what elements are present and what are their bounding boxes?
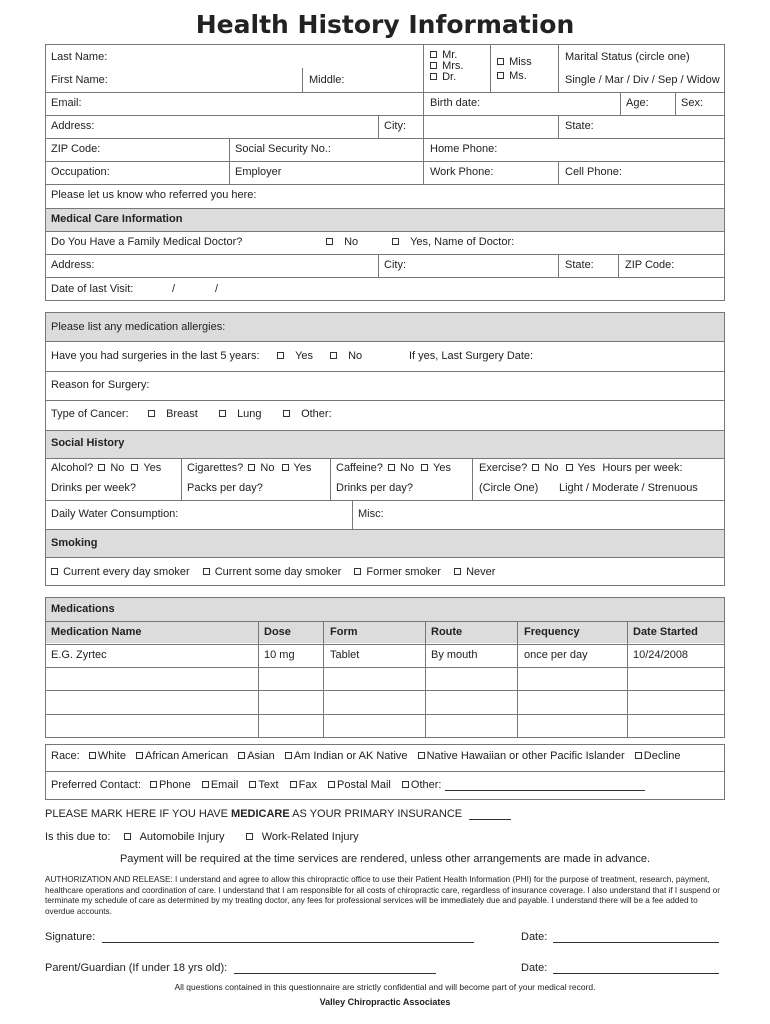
surgeries-question: Have you had surgeries in the last 5 years: (51, 350, 260, 362)
last-name-field[interactable]: Last Name: (51, 51, 108, 63)
age-field[interactable]: Age: (626, 97, 649, 109)
date-line[interactable] (553, 963, 719, 974)
authorization-release: AUTHORIZATION AND RELEASE: I understand and agree to allow this chiropractic office to use their Patient Health Information (PHI) for the purpose of treatment, research, payment, healthcare operations and coordination of care. I understand that I am responsible for all costs of chiropractic care, regardless of insurance coverage. I also understand that if I suspend or terminate my schedule of care as determined by my treating doctor, any fees for professional services will be immediately due and payable. I understand there will be a fee added to overdue accounts. (45, 875, 720, 916)
checkbox-icon (326, 238, 333, 245)
checkbox-icon (238, 752, 245, 759)
checkbox-icon (430, 62, 437, 69)
caffeine-no-option[interactable]: No (388, 462, 414, 474)
family-doctor-yes-option[interactable]: Yes, Name of Doctor: (392, 236, 514, 248)
checkbox-icon (51, 568, 58, 575)
work-injury-option[interactable]: Work-Related Injury (246, 831, 359, 843)
doctor-zip-field[interactable]: ZIP Code: (625, 259, 675, 271)
table-cell: 10/24/2008 (633, 649, 689, 661)
home-phone-field[interactable]: Home Phone: (430, 143, 498, 155)
alcohol-yes-option[interactable]: Yes (131, 462, 161, 474)
race-option[interactable]: African American (136, 750, 228, 762)
checkbox-icon (388, 464, 395, 471)
contact-option[interactable]: Phone (150, 779, 191, 791)
checkbox-icon (532, 464, 539, 471)
column-header: Form (330, 626, 358, 638)
title-miss-option[interactable]: Miss (497, 55, 532, 69)
signature-line[interactable] (102, 932, 474, 943)
cancer-lung-option[interactable]: Lung (219, 408, 262, 420)
table-cell: By mouth (431, 649, 478, 661)
checkbox-icon (150, 781, 157, 788)
medicare-line: PLEASE MARK HERE IF YOU HAVE MEDICARE AS YOUR PRIMARY INSURANCE (45, 808, 511, 820)
smoking-option[interactable]: Current some day smoker (203, 566, 342, 578)
work-phone-field[interactable]: Work Phone: (430, 166, 494, 178)
checkbox-icon (282, 464, 289, 471)
checkbox-icon (285, 752, 292, 759)
surgeries-yes-option[interactable]: Yes (277, 350, 313, 362)
alcohol-question: Alcohol? No Yes (51, 462, 162, 474)
checkbox-icon (418, 752, 425, 759)
exercise-intensity-options[interactable]: Light / Moderate / Strenuous (559, 482, 698, 494)
race-options: Race: White African American Asian Am Indian or AK Native Native Hawaiian or other Pacific Islander Decline (51, 750, 681, 762)
checkbox-icon (566, 464, 573, 471)
checkbox-icon (290, 781, 297, 788)
guardian-date-field[interactable]: Date: (521, 962, 719, 974)
signature-field[interactable]: Signature: (45, 931, 474, 943)
exercise-no-option[interactable]: No (532, 462, 558, 474)
column-header: Route (431, 626, 463, 638)
table-cell: once per day (524, 649, 588, 661)
doctor-state-field[interactable]: State: (565, 259, 594, 271)
marital-status-label: Marital Status (circle one) (565, 51, 690, 63)
caffeine-question: Caffeine? No Yes (336, 462, 451, 474)
checkbox-icon (202, 781, 209, 788)
cigarettes-yes-option[interactable]: Yes (282, 462, 312, 474)
contact-options: Preferred Contact: Phone Email Text Fax Postal Mail Other: (51, 779, 645, 791)
birth-date-field[interactable]: Birth date: (430, 97, 481, 109)
checkbox-icon (89, 752, 96, 759)
checkbox-icon (277, 352, 284, 359)
table-cell: Tablet (330, 649, 360, 661)
zip-field[interactable]: ZIP Code: (51, 143, 101, 155)
form-title: Health History Information (195, 10, 575, 39)
surgery-reason-field[interactable]: Reason for Surgery: (51, 379, 150, 391)
payment-notice: Payment will be required at the time services are rendered, unless other arrangements are made in advance. (119, 853, 651, 865)
caffeine-yes-option[interactable]: Yes (421, 462, 451, 474)
contact-option[interactable]: Fax (290, 779, 317, 791)
checkbox-icon (402, 781, 409, 788)
smoking-option[interactable]: Never (454, 566, 495, 578)
checkbox-icon (330, 352, 337, 359)
smoking-header-bg (46, 529, 724, 557)
cancer-other-option[interactable]: Other: (283, 408, 332, 420)
practice-name: Valley Chiropractic Associates (319, 997, 451, 1007)
contact-option[interactable]: Postal Mail (328, 779, 391, 791)
medicare-mark-line[interactable] (469, 809, 511, 820)
social-history-header-bg (46, 430, 724, 458)
employer-field[interactable]: Employer (235, 166, 282, 178)
contact-option[interactable]: Text (249, 779, 278, 791)
ssn-field[interactable]: Social Security No.: (235, 143, 331, 155)
checkbox-icon (249, 781, 256, 788)
surgeries-no-option[interactable]: No (330, 350, 362, 362)
drinks-per-week-field[interactable]: Drinks per week? (51, 482, 136, 494)
first-name-field[interactable]: First Name: (51, 74, 108, 86)
checkbox-icon (98, 464, 105, 471)
smoking-option[interactable]: Current every day smoker (51, 566, 190, 578)
checkbox-icon (124, 833, 131, 840)
last-visit-field[interactable]: Date of last Visit: (51, 283, 134, 295)
family-doctor-no-option[interactable]: No (326, 236, 358, 248)
checkbox-icon (497, 58, 504, 65)
contact-option[interactable]: Other: (402, 779, 442, 791)
exercise-yes-option[interactable]: Yes (566, 462, 596, 474)
misc-field[interactable]: Misc: (358, 508, 384, 520)
smoking-header: Smoking (51, 537, 98, 549)
race-option[interactable]: Native Hawaiian or other Pacific Islander (418, 750, 625, 762)
allergies-field[interactable]: Please list any medication allergies: (51, 321, 226, 333)
medications-header: Medications (51, 603, 115, 615)
column-header: Date Started (633, 626, 698, 638)
checkbox-icon (635, 752, 642, 759)
checkbox-icon (248, 464, 255, 471)
last-surgery-date-field[interactable]: If yes, Last Surgery Date: (409, 350, 534, 362)
middle-name-field[interactable]: Middle: (309, 74, 345, 86)
drinks-per-day-field[interactable]: Drinks per day? (336, 482, 414, 494)
checkbox-icon (246, 833, 253, 840)
checkbox-icon (354, 568, 361, 575)
checkbox-icon (136, 752, 143, 759)
title-dr-option[interactable]: Dr. (430, 72, 463, 83)
date-line[interactable] (553, 932, 719, 943)
social-history-header: Social History (51, 437, 125, 449)
alcohol-no-option[interactable]: No (98, 462, 124, 474)
checkbox-icon (148, 410, 155, 417)
table-cell: E.G. Zyrtec (51, 649, 107, 661)
checkbox-icon (454, 568, 461, 575)
cancer-type-label: Type of Cancer: (51, 408, 129, 420)
checkbox-icon (131, 464, 138, 471)
smoking-options (51, 566, 505, 578)
occupation-field[interactable]: Occupation: (51, 166, 110, 178)
table-cell: 10 mg (264, 649, 295, 661)
column-header: Medication Name (51, 626, 142, 638)
packs-per-day-field[interactable]: Packs per day? (187, 482, 263, 494)
column-header: Frequency (524, 626, 580, 638)
water-consumption-field[interactable]: Daily Water Consumption: (51, 508, 179, 520)
title-ms-option[interactable]: Ms. (497, 69, 532, 83)
checkbox-icon (283, 410, 290, 417)
circle-one-label: (Circle One) (479, 482, 539, 494)
title-mrs-option[interactable]: Mrs. (430, 61, 463, 72)
checkbox-icon (497, 72, 504, 79)
cigarettes-no-option[interactable]: No (248, 462, 274, 474)
title-mr-option[interactable]: Mr. (430, 50, 463, 61)
cigarettes-question: Cigarettes? No Yes (187, 462, 312, 474)
checkbox-icon (430, 73, 437, 80)
family-doctor-question: Do You Have a Family Medical Doctor? (51, 236, 243, 248)
confidentiality-notice: All questions contained in this questionnaire are strictly confidential and will become part of your medical record. (174, 982, 596, 992)
guardian-signature-line[interactable] (234, 963, 436, 974)
signature-date-field[interactable]: Date: (521, 931, 719, 943)
date-separator: / (172, 283, 176, 295)
automobile-injury-option[interactable]: Automobile Injury (124, 831, 225, 843)
medical-care-header: Medical Care Information (51, 213, 183, 225)
checkbox-icon (219, 410, 226, 417)
smoking-option[interactable]: Former smoker (354, 566, 441, 578)
injury-cause-line: Is this due to: Automobile Injury Work-Related Injury (45, 831, 359, 843)
referred-by-field[interactable]: Please let us know who referred you here: (51, 189, 257, 201)
checkbox-icon (430, 51, 437, 58)
hours-per-week-field[interactable]: Hours per week: (602, 462, 683, 474)
race-option[interactable]: Decline (635, 750, 681, 762)
checkbox-icon (421, 464, 428, 471)
city-field[interactable]: City: (384, 120, 406, 132)
race-option[interactable]: Am Indian or AK Native (285, 750, 408, 762)
email-field[interactable]: Email: (51, 97, 82, 109)
race-option[interactable]: Asian (238, 750, 275, 762)
race-option[interactable]: White (89, 750, 126, 762)
cancer-breast-option[interactable]: Breast (148, 408, 198, 420)
doctor-city-field[interactable]: City: (384, 259, 406, 271)
cell-phone-field[interactable]: Cell Phone: (565, 166, 622, 178)
checkbox-icon (392, 238, 399, 245)
checkbox-icon (328, 781, 335, 788)
date-separator: / (215, 283, 219, 295)
contact-option[interactable]: Email (202, 779, 239, 791)
marital-status-options[interactable]: Single / Mar / Div / Sep / Widow (565, 74, 720, 86)
checkbox-icon (203, 568, 210, 575)
exercise-question: Exercise? No Yes Hours per week: (479, 462, 683, 474)
sex-field[interactable]: Sex: (681, 97, 704, 109)
other-contact-line[interactable] (445, 780, 645, 791)
column-header: Dose (264, 626, 291, 638)
doctor-address-field[interactable]: Address: (51, 259, 95, 271)
guardian-signature-field[interactable]: Parent/Guardian (If under 18 yrs old): (45, 962, 436, 974)
state-field[interactable]: State: (565, 120, 594, 132)
address-field[interactable]: Address: (51, 120, 95, 132)
